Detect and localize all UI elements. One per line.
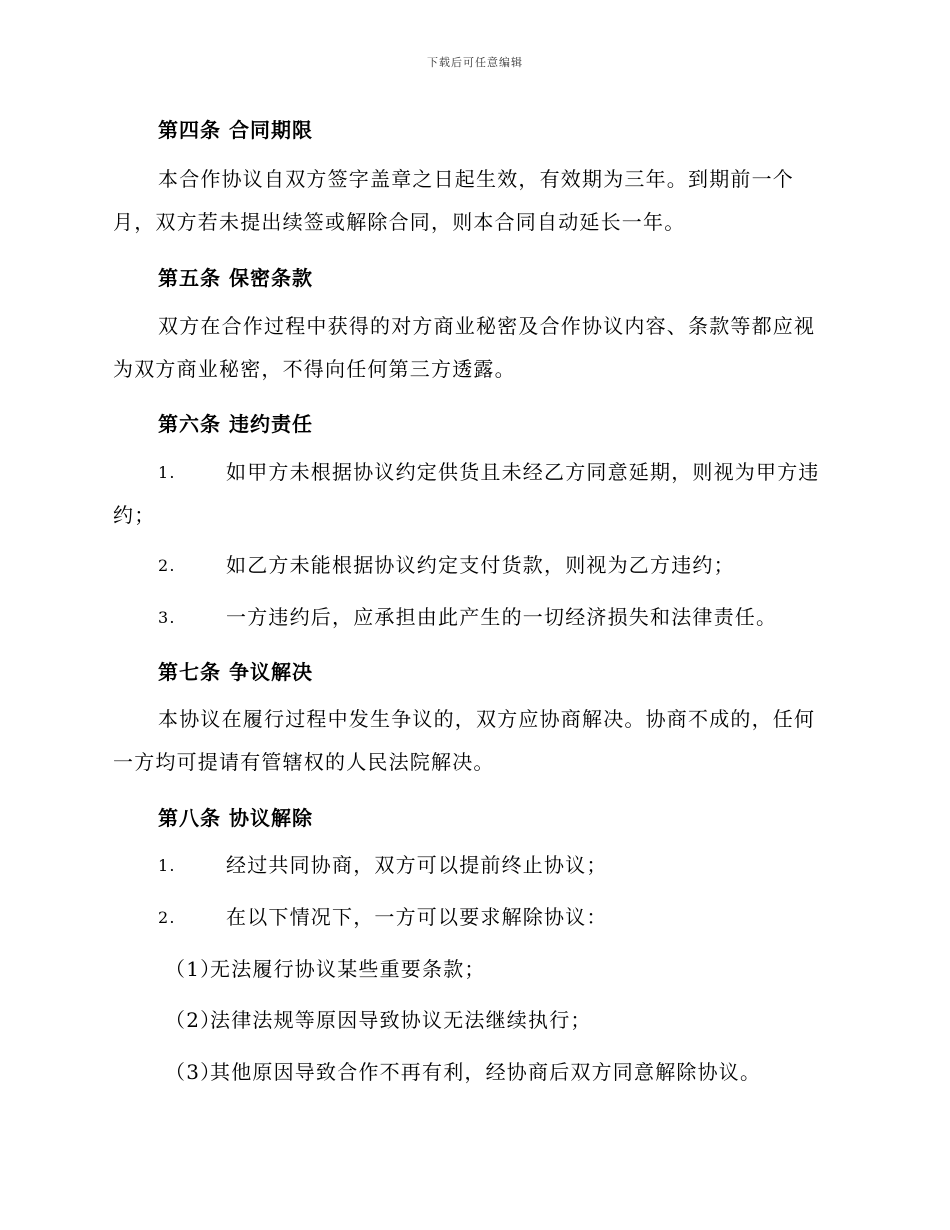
sub-item-text: 无法履行协议某些重要条款； bbox=[210, 957, 486, 981]
section-6-item-1 bbox=[113, 451, 833, 537]
sub-item-text: 法律法规等原因导致协议无法继续执行； bbox=[210, 1008, 592, 1032]
sub-item-number: （1） bbox=[165, 957, 222, 981]
section-4-heading: 第四条 合同期限 bbox=[158, 118, 313, 142]
item-number: 1. bbox=[158, 463, 176, 482]
item-text-line-1: 如乙方未能根据协议约定支付货款，则视为乙方违约； bbox=[226, 553, 735, 577]
section-5-line-2: 为双方商业秘密，不得向任何第三方透露。 bbox=[113, 357, 516, 381]
section-7-line-1: 本协议在履行过程中发生争议的，双方应协商解决。协商不成的，任何 bbox=[158, 707, 816, 731]
item-text-line-1: 如甲方未根据协议约定供货且未经乙方同意延期，则视为甲方违 bbox=[226, 460, 820, 484]
item-text-line-1: 在以下情况下，一方可以要求解除协议： bbox=[226, 905, 608, 929]
section-4-paragraph bbox=[113, 158, 833, 244]
item-number: 3. bbox=[158, 608, 176, 627]
section-4-line-1: 本合作协议自双方签字盖章之日起生效，有效期为三年。到期前一个 bbox=[158, 167, 794, 191]
item-text-line-1: 经过共同协商，双方可以提前终止协议； bbox=[226, 853, 608, 877]
section-6-heading: 第六条 违约责任 bbox=[158, 412, 313, 436]
section-6-item-3 bbox=[113, 596, 833, 639]
section-7-line-2: 一方均可提请有管辖权的人民法院解决。 bbox=[113, 750, 495, 774]
section-8-item-2 bbox=[113, 896, 833, 939]
section-7-heading: 第七条 争议解决 bbox=[158, 660, 313, 684]
section-8-heading: 第八条 协议解除 bbox=[158, 806, 313, 830]
section-5-line-1: 双方在合作过程中获得的对方商业秘密及合作协议内容、条款等都应视 bbox=[158, 314, 816, 338]
section-4-line-2: 月，双方若未提出续签或解除合同，则本合同自动延长一年。 bbox=[113, 210, 686, 234]
sub-item-number: （3） bbox=[165, 1060, 222, 1084]
item-text-line-2: 约； bbox=[113, 503, 156, 527]
section-6-item-2 bbox=[113, 544, 833, 587]
section-8-sub-item-1 bbox=[165, 948, 885, 991]
page-header-note: 下载后可任意编辑 bbox=[427, 56, 523, 69]
item-number: 2. bbox=[158, 908, 176, 927]
section-8-item-1 bbox=[113, 844, 833, 887]
item-number: 1. bbox=[158, 856, 176, 875]
section-7-paragraph bbox=[113, 698, 833, 784]
sub-item-number: （2） bbox=[165, 1008, 222, 1032]
section-5-heading: 第五条 保密条款 bbox=[158, 266, 313, 290]
item-text-line-1: 一方违约后，应承担由此产生的一切经济损失和法律责任。 bbox=[226, 605, 778, 629]
item-number: 2. bbox=[158, 556, 176, 575]
section-5-paragraph bbox=[113, 305, 833, 391]
section-8-sub-item-2 bbox=[165, 999, 885, 1042]
sub-item-text: 其他原因导致合作不再有利，经协商后双方同意解除协议。 bbox=[210, 1060, 762, 1084]
section-8-sub-item-3 bbox=[165, 1051, 885, 1094]
